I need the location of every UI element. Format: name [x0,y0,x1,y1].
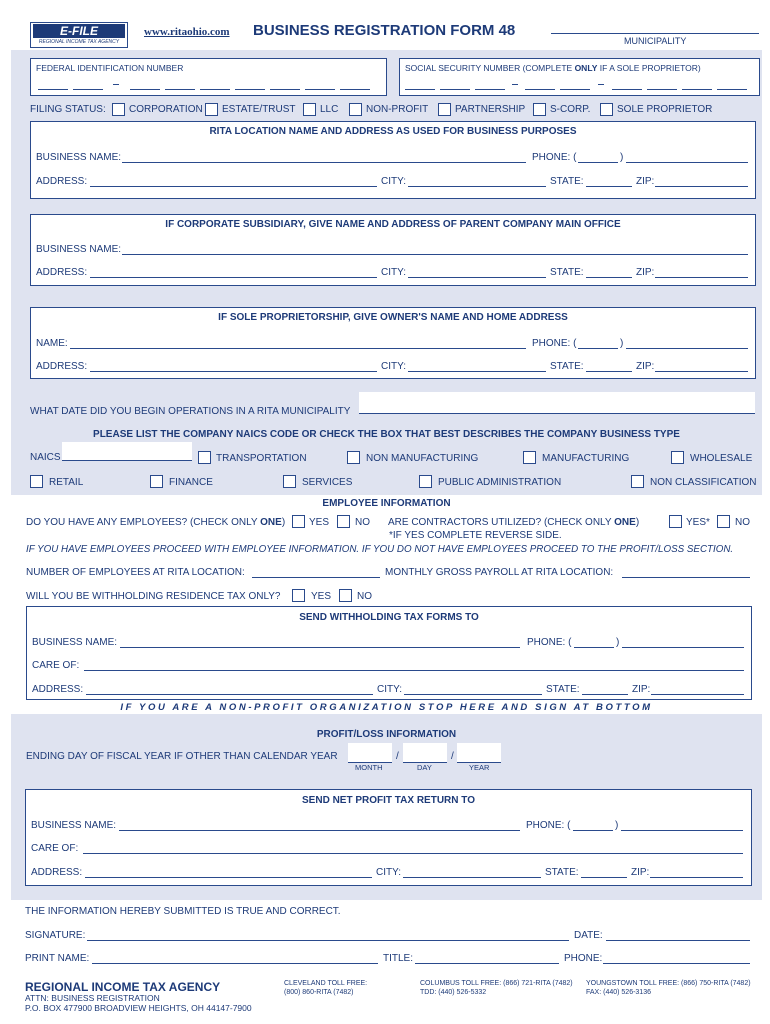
naics-manufacturing: MANUFACTURING [542,453,630,464]
signature-label: SIGNATURE: [25,930,86,941]
owner-name-field[interactable] [70,348,526,349]
filing-estate-trust: ESTATE/TRUST [222,104,296,115]
naics-retail: RETAIL [49,477,84,488]
wh-phone-close: ) [616,637,620,648]
parent-address-field[interactable] [90,277,377,278]
checkbox-s-corp[interactable] [533,103,546,116]
filing-partnership: PARTNERSHIP [455,104,526,115]
contractors-yes: YES* [686,517,710,528]
rita-state-field[interactable] [586,186,632,187]
begin-date-field[interactable] [359,392,755,414]
naics-label: NAICS [30,452,61,463]
np-address-label: ADDRESS: [31,867,83,878]
np-city-label: CITY: [376,867,402,878]
np-city-field[interactable] [403,877,541,878]
parent-address-label: ADDRESS: [36,267,88,278]
wh-phone-label: PHONE: ( [527,637,572,648]
owner-phone-close: ) [620,338,624,349]
owner-zip-label: ZIP: [636,361,655,372]
fiscal-slash-2: / [451,751,454,762]
certification-statement: THE INFORMATION HEREBY SUBMITTED IS TRUE AND CORRECT. [25,906,341,917]
wh-business-name-field[interactable] [120,647,520,648]
owner-title: IF SOLE PROPRIETORSHIP, GIVE OWNER'S NAME AND HOME ADDRESS [218,312,568,323]
municipality-line[interactable] [551,33,759,34]
checkbox-corporation[interactable] [112,103,125,116]
fiscal-day-caption: DAY [417,763,432,772]
ssn-label: SOCIAL SECURITY NUMBER (COMPLETE ONLY IF A SOLE PROPRIETOR) [405,63,701,73]
filing-corporation: CORPORATION [129,104,203,115]
footer-attn: ATTN: BUSINESS REGISTRATION [25,993,160,1003]
print-name-label: PRINT NAME: [25,953,90,964]
num-employees-field[interactable] [252,577,380,578]
rita-business-name-field[interactable] [122,162,526,163]
parent-zip-label: ZIP: [636,267,655,278]
rita-zip-field[interactable] [655,186,748,187]
payroll-field[interactable] [622,577,750,578]
np-phone-area-field[interactable] [573,830,613,831]
fein-label: FEDERAL IDENTIFICATION NUMBER [36,63,184,73]
residence-no: NO [357,591,372,602]
sig-phone-label: PHONE: [564,953,603,964]
rita-state-label: STATE: [550,176,584,187]
owner-name-label: NAME: [36,338,68,349]
checkbox-estate-trust[interactable] [205,103,218,116]
wh-zip-field[interactable] [651,694,744,695]
checkbox-employees-no[interactable] [337,515,350,528]
naics-non-classification: NON CLASSIFICATION [650,477,757,488]
checkbox-residence-yes[interactable] [292,589,305,602]
checkbox-transportation[interactable] [198,451,211,464]
filing-s-corp: S-CORP. [550,104,591,115]
np-zip-label: ZIP: [631,867,650,878]
website-link[interactable]: www.ritaohio.com [144,26,230,38]
rita-location-title: RITA LOCATION NAME AND ADDRESS AS USED FOR BUSINESS PURPOSES [209,126,577,137]
owner-state-field[interactable] [586,371,632,372]
checkbox-residence-no[interactable] [339,589,352,602]
wh-phone-field[interactable] [622,647,744,648]
begin-date-label: WHAT DATE DID YOU BEGIN OPERATIONS IN A RITA MUNICIPALITY [30,406,351,417]
fiscal-year-label: ENDING DAY OF FISCAL YEAR IF OTHER THAN CALENDAR YEAR [26,751,338,762]
np-business-name-label: BUSINESS NAME: [31,820,117,831]
owner-zip-field[interactable] [655,371,748,372]
np-phone-close: ) [615,820,619,831]
profit-loss-title: PROFIT/LOSS INFORMATION [316,729,457,740]
footer-youngstown-2: FAX: (440) 526-3136 [586,989,651,996]
residence-tax-question: WILL YOU BE WITHHOLDING RESIDENCE TAX ONLY? [26,591,281,602]
fiscal-year-caption: YEAR [469,763,490,772]
date-label: DATE: [574,930,603,941]
filing-non-profit: NON-PROFIT [366,104,429,115]
municipality-label: MUNICIPALITY [624,36,687,46]
parent-business-name-field[interactable] [122,254,748,255]
employees-question: DO YOU HAVE ANY EMPLOYEES? (CHECK ONLY ONE) [26,517,286,528]
parent-state-label: STATE: [550,267,584,278]
checkbox-non-classification[interactable] [631,475,644,488]
owner-city-field[interactable] [408,371,546,372]
reverse-side-note: *IF YES COMPLETE REVERSE SIDE. [389,530,562,541]
checkbox-employees-yes[interactable] [292,515,305,528]
employees-yes: YES [309,517,330,528]
sig-phone-field[interactable] [603,963,750,964]
owner-phone-field[interactable] [626,348,748,349]
efile-logo-text: E-FILE [33,24,125,38]
title-label: TITLE: [383,953,414,964]
checkbox-contractors-yes[interactable] [669,515,682,528]
rita-phone-area-field[interactable] [578,162,618,163]
employees-no: NO [355,517,370,528]
checkbox-partnership[interactable] [438,103,451,116]
form-title: BUSINESS REGISTRATION FORM 48 [253,22,516,39]
footer-columbus-1: COLUMBUS TOLL FREE: (866) 721-RITA (7482) [420,980,573,987]
naics-non-manufacturing: NON MANUFACTURING [366,453,479,464]
checkbox-public-administration[interactable] [419,475,432,488]
checkbox-services[interactable] [283,475,296,488]
footer-youngstown-1: YOUNGSTOWN TOLL FREE: (866) 750-RITA (7482) [586,980,751,987]
owner-state-label: STATE: [550,361,584,372]
naics-services: SERVICES [302,477,353,488]
np-address-field[interactable] [85,877,372,878]
filing-llc: LLC [320,104,339,115]
checkbox-retail[interactable] [30,475,43,488]
footer-columbus-2: TDD: (440) 526-5332 [420,989,487,996]
filing-status-label: FILING STATUS: [30,104,106,115]
contractors-no: NO [735,517,750,528]
np-phone-label: PHONE: ( [526,820,571,831]
wh-zip-label: ZIP: [632,684,651,695]
date-field[interactable] [606,940,750,941]
wh-address-field[interactable] [86,694,373,695]
efile-logo-subtext: REGIONAL INCOME TAX AGENCY [38,39,120,45]
rita-zip-label: ZIP: [636,176,655,187]
num-employees-label: NUMBER OF EMPLOYEES AT RITA LOCATION: [26,567,245,578]
np-business-name-field[interactable] [119,830,520,831]
naics-finance: FINANCE [169,477,213,488]
np-zip-field[interactable] [650,877,743,878]
checkbox-contractors-no[interactable] [717,515,730,528]
residence-yes: YES [311,591,332,602]
filing-sole-proprietor: SOLE PROPRIETOR [617,104,713,115]
parent-state-field[interactable] [586,277,632,278]
checkbox-non-manufacturing[interactable] [347,451,360,464]
parent-city-label: CITY: [381,267,407,278]
withholding-title: SEND WITHHOLDING TAX FORMS TO [299,612,479,623]
footer-cleveland-2: (800) 860-RITA (7482) [284,989,354,996]
rita-business-name-label: BUSINESS NAME: [36,152,122,163]
owner-address-label: ADDRESS: [36,361,88,372]
title-field[interactable] [415,963,559,964]
rita-phone-field[interactable] [626,162,748,163]
footer-pobox: P.O. BOX 477900 BROADVIEW HEIGHTS, OH 44147-7900 [25,1003,252,1013]
payroll-label: MONTHLY GROSS PAYROLL AT RITA LOCATION: [385,567,614,578]
owner-address-field[interactable] [90,371,377,372]
wh-care-of-label: CARE OF: [32,660,80,671]
wh-care-of-field[interactable] [84,670,744,671]
net-profit-title: SEND NET PROFIT TAX RETURN TO [302,795,475,806]
fiscal-slash-1: / [396,751,399,762]
nonprofit-stop-notice: IF YOU ARE A NON-PROFIT ORGANIZATION STOP HERE AND SIGN AT BOTTOM [120,702,653,713]
fiscal-month-field[interactable] [348,743,392,763]
naics-wholesale: WHOLESALE [690,453,753,464]
rita-phone-label: PHONE: ( [532,152,577,163]
signature-field[interactable] [87,940,569,941]
np-state-field[interactable] [581,877,627,878]
wh-city-label: CITY: [377,684,403,695]
wh-phone-area-field[interactable] [574,647,614,648]
rita-city-label: CITY: [381,176,407,187]
wh-city-field[interactable] [404,694,542,695]
employee-title: EMPLOYEE INFORMATION [322,498,451,509]
parent-zip-field[interactable] [655,277,748,278]
rita-address-field[interactable] [90,186,377,187]
checkbox-sole-proprietor[interactable] [600,103,613,116]
naics-code-field[interactable] [62,442,192,461]
rita-address-label: ADDRESS: [36,176,88,187]
owner-phone-area-field[interactable] [578,348,618,349]
footer-cleveland-1: CLEVELAND TOLL FREE: [284,980,368,987]
fiscal-year-field[interactable] [457,743,501,763]
wh-business-name-label: BUSINESS NAME: [32,637,118,648]
employee-instruction: IF YOU HAVE EMPLOYEES PROCEED WITH EMPLOYEE INFORMATION. IF YOU DO NOT HAVE EMPLOYEES PROCEED TO THE PROFIT/LOSS SECTION. [26,544,734,555]
parent-business-name-label: BUSINESS NAME: [36,244,122,255]
np-phone-field[interactable] [621,830,743,831]
naics-transportation: TRANSPORTATION [216,453,307,464]
checkbox-llc[interactable] [303,103,316,116]
owner-city-label: CITY: [381,361,407,372]
np-care-of-label: CARE OF: [31,843,79,854]
wh-state-label: STATE: [546,684,580,695]
parent-company-title: IF CORPORATE SUBSIDIARY, GIVE NAME AND ADDRESS OF PARENT COMPANY MAIN OFFICE [165,219,621,230]
checkbox-wholesale[interactable] [671,451,684,464]
parent-city-field[interactable] [408,277,546,278]
fiscal-month-caption: MONTH [355,763,383,772]
rita-city-field[interactable] [408,186,546,187]
rita-phone-close: ) [620,152,624,163]
contractors-question: ARE CONTRACTORS UTILIZED? (CHECK ONLY ONE) [388,517,640,528]
naics-public-administration: PUBLIC ADMINISTRATION [438,477,562,488]
print-name-field[interactable] [92,963,378,964]
owner-phone-label: PHONE: ( [532,338,577,349]
checkbox-non-profit[interactable] [349,103,362,116]
wh-state-field[interactable] [582,694,628,695]
checkbox-manufacturing[interactable] [523,451,536,464]
efile-logo [30,22,128,48]
checkbox-finance[interactable] [150,475,163,488]
np-care-of-field[interactable] [83,853,743,854]
np-state-label: STATE: [545,867,579,878]
wh-address-label: ADDRESS: [32,684,84,695]
naics-title: PLEASE LIST THE COMPANY NAICS CODE OR CHECK THE BOX THAT BEST DESCRIBES THE COMPANY BUSINESS TYPE [93,429,680,440]
footer-agency: REGIONAL INCOME TAX AGENCY [25,980,221,994]
fiscal-day-field[interactable] [403,743,447,763]
